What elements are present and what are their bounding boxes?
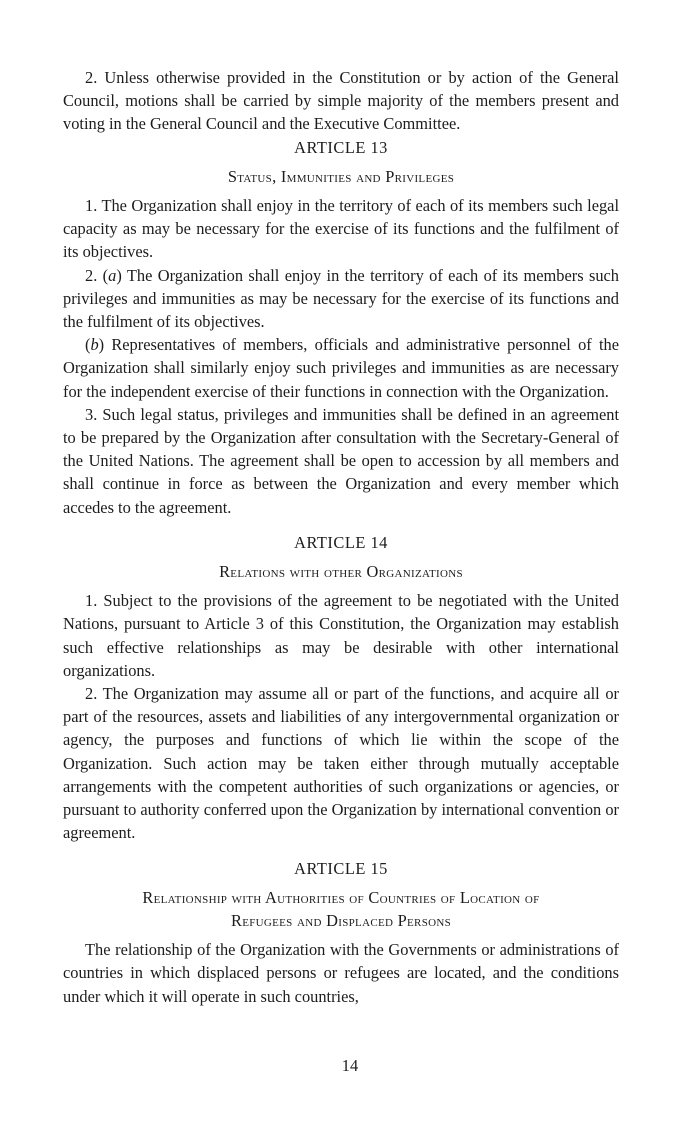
article-13-subheading: Status, Immunities and Privileges (227, 166, 455, 186)
para-2a-letter: a (108, 265, 117, 285)
article-13-para-1: 1. The Organization shall enjoy in the territory of each of its members such legal capacity as may be necessary for the exercise of its functions and the fulfilment of its objectives. (63, 196, 619, 262)
paragraph-majority-vote: 2. Unless otherwise provided in the Constitution or by action of the General Council, motions shall be carried by simple majority of the members present and voting in the General Council and the Executive Committee. (63, 68, 619, 134)
article-14-para-2: 2. The Organization may assume all or part of the functions, and acquire all or part of the resources, assets and liabilities of any intergovernmental organization or agency, the purposes and functions of which lie within the scope of the Organization. Such action may be taken either through mutually acceptable arrangements with the competent authorities of such organizations or agencies, or pursuant to authority conferred upon the Organization by international convention or agreement. (63, 684, 619, 843)
article-13-para-2a (63, 264, 619, 334)
para-2b-text: ) Representatives of members, officials and administrative personnel of the Organization shall similarly enjoy such privileges and immunities as are necessary for the independent exercise of their functions in connection with the Organization. (63, 335, 619, 401)
para-2a-text: ) The Organization shall enjoy in the territory of each of its members such privileges and immunities as may be necessary for the exercise of its functions and the fulfilment of its objectives. (63, 265, 619, 332)
article-15-subheading-line-2: Refugees and Displaced Persons (230, 910, 452, 930)
para-2b-prefix: ( (85, 335, 91, 355)
article-14-para-1: 1. Subject to the provisions of the agreement to be negotiated with the United Nations, pursuant to Article 3 of this Constitution, the Organization may establish such effective relationships as may be desirable with other international organizations. (63, 591, 619, 680)
article-14-heading: ARTICLE 14 (294, 532, 388, 552)
article-13-para-3: 3. Such legal status, privileges and immunities shall be defined in an agreement to be prepared by the Organization after consultation with the Secretary-General of the United Nations. The agreement shall be open to accession by all members and shall continue in force as between the Organization and every member which accedes to the agreement. (63, 404, 619, 517)
para-2a-prefix: 2. ( (85, 265, 109, 285)
article-15-subheading-line-1: Relationship with Authorities of Countries of Location of (142, 887, 540, 907)
article-15-para-1: The relationship of the Organization with the Governments or administrations of countries in which displaced persons or refugees are located, and the conditions under which it will operate in such countries, (63, 940, 619, 1006)
para-2b-letter: b (90, 335, 99, 355)
page-number: 14 (341, 1056, 359, 1075)
article-13-heading: ARTICLE 13 (294, 137, 388, 157)
article-14-subheading: Relations with other Organizations (219, 562, 463, 582)
article-13-para-2b (63, 333, 619, 403)
article-15-heading: ARTICLE 15 (294, 858, 388, 878)
document-page (63, 66, 619, 1008)
